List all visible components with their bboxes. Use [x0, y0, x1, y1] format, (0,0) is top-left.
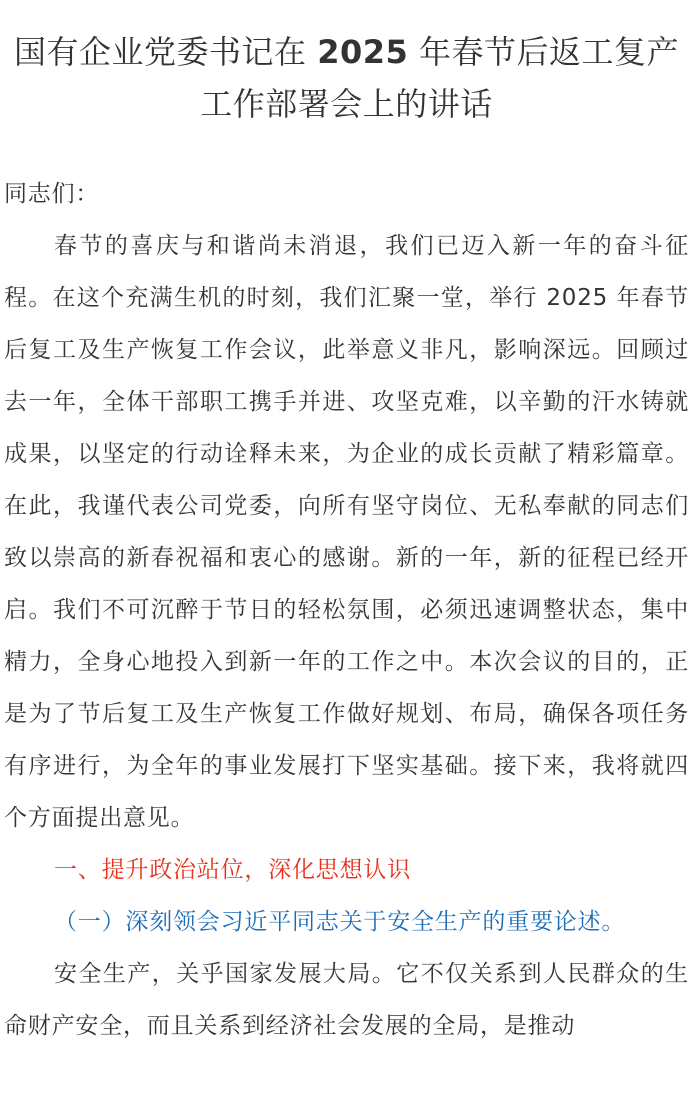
document-title	[4, 26, 689, 130]
salutation: 同志们：	[4, 181, 100, 207]
paragraph-safety: 安全生产，关乎国家发展大局。它不仅关系到人民群众的生命财产安全，而且关系到经济社会发展的全局，是推动	[4, 961, 689, 1039]
subsection-heading: （一）深刻领会习近平同志关于安全生产的重要论述。	[54, 909, 626, 935]
title-part1: 国有企业党委书记在	[14, 33, 318, 71]
title-part2: 年春节后返工复产工作部署会上的讲话	[200, 33, 679, 123]
document-body	[4, 168, 689, 1052]
title-year: 2025	[317, 33, 409, 71]
paragraph-intro: 春节的喜庆与和谐尚未消退，我们已迈入新一年的奋斗征程。在这个充满生机的时刻，我们汇聚一堂，举行 2025 年春节后复工及生产恢复工作会议，此举意义非凡，影响深远。回顾过去一年，全体干部职工携手并进、攻坚克难，以辛勤的汗水铸就成果，以坚定的行动诠释未来，为企业的成长贡献了精彩篇章。在此，我谨代表公司党委，向所有坚守岗位、无私奉献的同志们致以崇高的新春祝福和衷心的感谢。新的一年，新的征程已经开启。我们不可沉醉于节日的轻松氛围，必须迅速调整状态，集中精力，全身心地投入到新一年的工作之中。本次会议的目的，正是为了节后复工及生产恢复工作做好规划、布局，确保各项任务有序进行，为全年的事业发展打下坚实基础。接下来，我将就四个方面提出意见。	[4, 233, 689, 831]
section-heading: 一、提升政治站位，深化思想认识	[54, 857, 411, 883]
